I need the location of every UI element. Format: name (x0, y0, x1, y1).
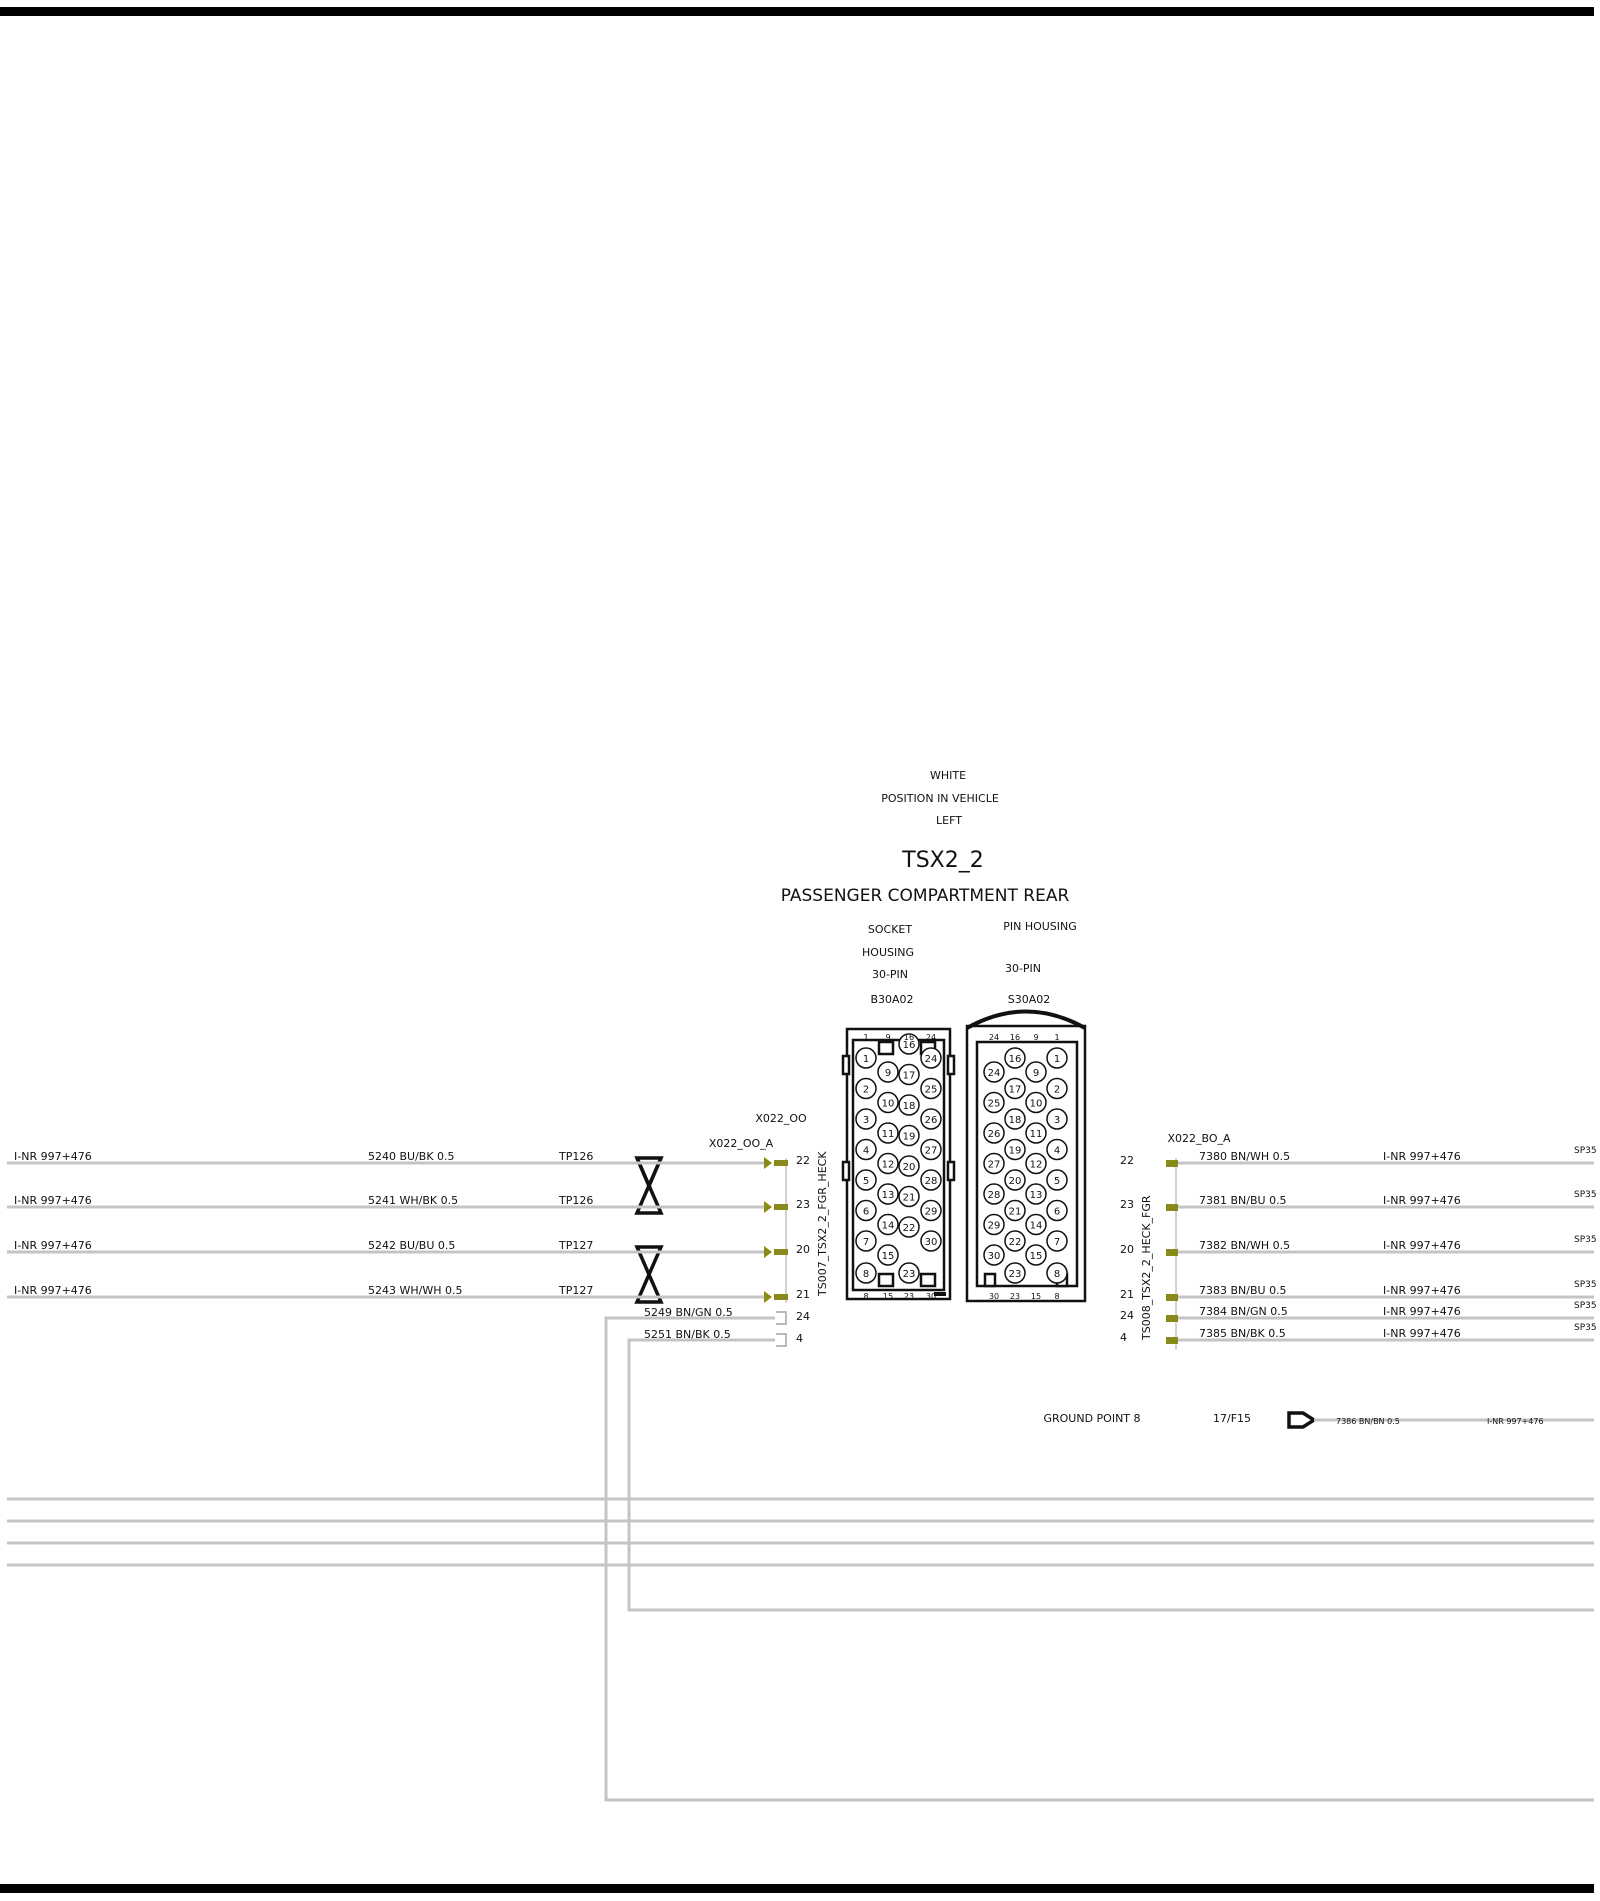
pin_housing-cavity-number: 15 (1029, 1251, 1043, 1262)
left-terminal (774, 1160, 788, 1166)
pin_housing-cavity-number: 24 (987, 1068, 1001, 1079)
right-wire-id: 7381 BN/BU 0.5 (1199, 1194, 1287, 1207)
left-wire-inr: I-NR 997+476 (14, 1150, 92, 1163)
pin_housing-cavity-number: 12 (1029, 1159, 1043, 1171)
socket_housing-cavity-number: 9 (884, 1068, 892, 1079)
socket_housing-cavity-number: 16 (902, 1040, 916, 1051)
right-wire-splice: SP35 (1574, 1323, 1597, 1333)
ground-point-label: GROUND POINT 8 (1043, 1412, 1141, 1425)
right-wire-id: 7385 BN/BK 0.5 (1199, 1327, 1286, 1340)
socket_housing-cavity-number: 21 (902, 1192, 916, 1204)
socket-housing-pins: 30-PIN (871, 968, 909, 981)
socket_housing-cavity-number: 22 (902, 1223, 916, 1234)
socket_housing-cavity-number: 13 (881, 1190, 895, 1201)
pin_housing-cavity-number: 27 (987, 1159, 1001, 1171)
pin-housing-label: PIN HOUSING (1003, 920, 1077, 933)
socket_housing-cavity-number: 8 (862, 1269, 870, 1280)
pin_housing-cavity-number: 28 (987, 1190, 1001, 1201)
routed-wire-5251 (629, 1340, 1594, 1610)
pin_housing-edge-number: 9 (1033, 1033, 1039, 1042)
right-wire-inr: I-NR 997+476 (1383, 1305, 1461, 1318)
right-wire-id: 7382 BN/WH 0.5 (1199, 1239, 1291, 1252)
right-terminal (1166, 1204, 1178, 1211)
housing-color: WHITE (929, 769, 967, 782)
right-wire-id: 7380 BN/WH 0.5 (1199, 1150, 1291, 1163)
left-connector-label: X022_OO_A (708, 1137, 774, 1150)
right-wire-id: 7383 BN/BU 0.5 (1199, 1284, 1287, 1297)
right-wire-inr: I-NR 997+476 (1383, 1327, 1461, 1340)
pin_housing-cavity-number: 10 (1029, 1098, 1043, 1110)
left-terminal-arrow-icon (764, 1201, 772, 1213)
right-terminal (1166, 1294, 1178, 1301)
socket_housing-cavity-number: 24 (924, 1054, 938, 1065)
left-terminal-arrow-icon (764, 1291, 772, 1303)
pin_housing-cavity-number: 8 (1053, 1269, 1061, 1280)
left-wire-twist-pair: TP126 (559, 1150, 594, 1163)
left-pin-number: 22 (796, 1154, 810, 1167)
socket_housing-edge-number: 24 (925, 1033, 937, 1042)
left-connector-label-top: X022_OO (755, 1112, 807, 1125)
socket_housing-cavity-number: 10 (881, 1098, 895, 1110)
left-extra-terminal (776, 1312, 786, 1324)
bottom-frame-bar (0, 1884, 1594, 1893)
socket-housing-part: B30A02 (870, 993, 914, 1006)
socket_housing-cavity-number: 17 (902, 1070, 916, 1082)
right-terminal (1166, 1160, 1178, 1167)
pin_housing-cavity-number: 18 (1008, 1115, 1022, 1126)
socket_housing-edge-number: 23 (903, 1292, 915, 1301)
ground-symbol-icon (1289, 1413, 1314, 1427)
pin-housing-part: S30A02 (1007, 993, 1051, 1006)
right-wire-inr: I-NR 997+476 (1383, 1150, 1461, 1163)
socket_housing-cavity-number: 3 (862, 1115, 870, 1126)
right-wire-inr: I-NR 997+476 (1383, 1194, 1461, 1207)
pin_housing-edge-number: 1 (1054, 1033, 1060, 1042)
left-extra-wire-id: 5249 BN/GN 0.5 (644, 1306, 733, 1319)
pin_housing-cavity-number: 29 (987, 1220, 1001, 1232)
right-wire-splice: SP35 (1574, 1301, 1597, 1311)
socket-housing-label-1: SOCKET (867, 923, 913, 936)
pin_housing-cavity-number: 22 (1008, 1237, 1022, 1248)
pin-housing-pins: 30-PIN (1004, 962, 1042, 975)
pin_housing-cavity-number: 21 (1008, 1206, 1022, 1218)
position-label: POSITION IN VEHICLE (881, 792, 999, 805)
left-wire-id: 5240 BU/BK 0.5 (368, 1150, 455, 1163)
pin_housing-edge-number: 30 (988, 1292, 1000, 1301)
pin_housing-cavity-number: 9 (1032, 1068, 1040, 1079)
left-terminal-arrow-icon (764, 1157, 772, 1169)
socket_housing-cavity-number: 20 (902, 1162, 916, 1173)
right-pin-number: 20 (1120, 1243, 1134, 1256)
socket_housing-cavity-number: 30 (924, 1237, 938, 1248)
right-wire-splice: SP35 (1574, 1190, 1597, 1200)
right-connector-label: X022_BO_A (1167, 1132, 1231, 1145)
pin_housing-cavity-number: 30 (987, 1251, 1001, 1262)
socket_housing-cavity-number: 28 (924, 1176, 938, 1187)
right-terminal (1166, 1337, 1178, 1344)
socket_housing-cavity-number: 6 (862, 1206, 870, 1218)
socket_housing-cavity-number: 15 (881, 1251, 895, 1262)
socket_housing-cavity-number: 5 (862, 1176, 870, 1187)
socket_housing-cavity-number: 26 (924, 1115, 938, 1126)
pin_housing-cavity-number: 17 (1008, 1084, 1022, 1096)
right-pin-number: 21 (1120, 1288, 1134, 1301)
left-pin-number: 23 (796, 1198, 810, 1211)
right-wire-splice: SP35 (1574, 1280, 1597, 1290)
left-extra-wire-id: 5251 BN/BK 0.5 (644, 1328, 731, 1341)
left-pin-number: 20 (796, 1243, 810, 1256)
socket_housing-edge-number: 9 (885, 1033, 891, 1042)
pin_housing-cavity-number: 1 (1053, 1054, 1061, 1065)
left-wire-inr: I-NR 997+476 (14, 1284, 92, 1297)
ground-inr-label: I-NR 997+476 (1487, 1417, 1544, 1426)
pin_housing-cavity-number: 26 (987, 1129, 1001, 1140)
left-wire-twist-pair: TP127 (559, 1239, 594, 1252)
right-wire-splice: SP35 (1574, 1235, 1597, 1245)
left-wire-inr: I-NR 997+476 (14, 1239, 92, 1252)
pin_housing-cavity-number: 19 (1008, 1145, 1022, 1157)
left-wire-twist-pair: TP127 (559, 1284, 594, 1297)
socket_housing-cavity-number: 27 (924, 1145, 938, 1157)
left-extra-terminal (776, 1334, 786, 1346)
pin_housing-cavity-number: 2 (1053, 1084, 1061, 1096)
left-wire-inr: I-NR 997+476 (14, 1194, 92, 1207)
pin-housing (967, 1012, 1085, 1302)
socket_housing-edge-number: 30 (925, 1292, 937, 1301)
socket_housing-cavity-number: 18 (902, 1101, 916, 1112)
position-value: LEFT (936, 814, 962, 827)
connector-id: TSX2_2 (902, 848, 984, 873)
left-harness-label: TS007_TSX2_2_FGR_HECK (816, 1151, 829, 1296)
pin_housing-cavity-number: 14 (1029, 1220, 1043, 1232)
right-harness-label: TS008_TSX2_2_HECK_FGR (1140, 1195, 1153, 1340)
socket_housing-cavity-number: 23 (902, 1269, 916, 1280)
socket_housing-cavity-number: 14 (881, 1220, 895, 1232)
left-pin-number: 21 (796, 1288, 810, 1301)
socket_housing-cavity-number: 11 (881, 1129, 895, 1140)
pin_housing-cavity-number: 20 (1008, 1176, 1022, 1187)
socket_housing-edge-number: 16 (903, 1033, 915, 1042)
left-terminal (774, 1249, 788, 1255)
socket_housing-cavity-number: 1 (862, 1054, 870, 1065)
right-wire-id: 7384 BN/GN 0.5 (1199, 1305, 1288, 1318)
pin_housing-edge-number: 15 (1030, 1292, 1042, 1301)
socket_housing-cavity-number: 25 (924, 1084, 938, 1096)
socket_housing-edge-number: 1 (863, 1033, 869, 1042)
left-terminal-arrow-icon (764, 1246, 772, 1258)
socket_housing-cavity-number: 4 (862, 1145, 870, 1157)
ground-wire-label: 7386 BN/BN 0.5 (1336, 1417, 1400, 1426)
left-extra-pin-number: 4 (796, 1332, 803, 1345)
left-terminal (774, 1204, 788, 1210)
left-wire-id: 5242 BU/BU 0.5 (368, 1239, 456, 1252)
pin_housing-cavity-number: 11 (1029, 1129, 1043, 1140)
socket_housing-cavity-number: 12 (881, 1159, 895, 1171)
pin_housing-cavity-number: 13 (1029, 1190, 1043, 1201)
socket_housing-edge-number: 8 (863, 1292, 869, 1301)
top-frame-bar (0, 7, 1594, 16)
socket-housing (843, 1029, 954, 1301)
twisted-pair-marker-2 (637, 1247, 661, 1302)
socket_housing-cavity-number: 2 (862, 1084, 870, 1096)
right-wire-inr: I-NR 997+476 (1383, 1239, 1461, 1252)
right-pin-number: 23 (1120, 1198, 1134, 1211)
pin_housing-cavity-number: 6 (1053, 1206, 1061, 1218)
socket-housing-label-2: HOUSING (862, 946, 914, 959)
pin_housing-cavity-number: 16 (1008, 1054, 1022, 1065)
pin_housing-edge-number: 23 (1009, 1292, 1021, 1301)
right-terminal (1166, 1315, 1178, 1322)
pin_housing-cavity-number: 5 (1053, 1176, 1061, 1187)
pin_housing-cavity-number: 25 (987, 1098, 1001, 1110)
right-pin-number: 4 (1120, 1331, 1127, 1344)
pin_housing-edge-number: 24 (988, 1033, 1000, 1042)
twisted-pair-marker-1 (637, 1158, 661, 1213)
right-pin-number: 22 (1120, 1154, 1134, 1167)
right-terminal (1166, 1249, 1178, 1256)
right-pin-number: 24 (1120, 1309, 1134, 1322)
left-extra-pin-number: 24 (796, 1310, 810, 1323)
right-wire-inr: I-NR 997+476 (1383, 1284, 1461, 1297)
right-wire-splice: SP35 (1574, 1146, 1597, 1156)
pin_housing-cavity-number: 23 (1008, 1269, 1022, 1280)
pin_housing-cavity-number: 3 (1053, 1115, 1061, 1126)
socket_housing-cavity-number: 7 (862, 1237, 870, 1248)
pin_housing-edge-number: 8 (1054, 1292, 1060, 1301)
pin_housing-edge-number: 16 (1009, 1033, 1021, 1042)
left-wire-id: 5241 WH/BK 0.5 (368, 1194, 459, 1207)
left-terminal (774, 1294, 788, 1300)
routed-wire-5249 (606, 1318, 1594, 1800)
pin_housing-cavity-number: 7 (1053, 1237, 1061, 1248)
socket_housing-cavity-number: 29 (924, 1206, 938, 1218)
left-wire-id: 5243 WH/WH 0.5 (368, 1284, 463, 1297)
left-wire-twist-pair: TP126 (559, 1194, 594, 1207)
socket_housing-edge-number: 15 (882, 1292, 894, 1301)
socket_housing-cavity-number: 19 (902, 1131, 916, 1143)
ground-point-ref: 17/F15 (1212, 1412, 1252, 1425)
connector-location: PASSENGER COMPARTMENT REAR (780, 886, 1070, 906)
pin_housing-cavity-number: 4 (1053, 1145, 1061, 1157)
